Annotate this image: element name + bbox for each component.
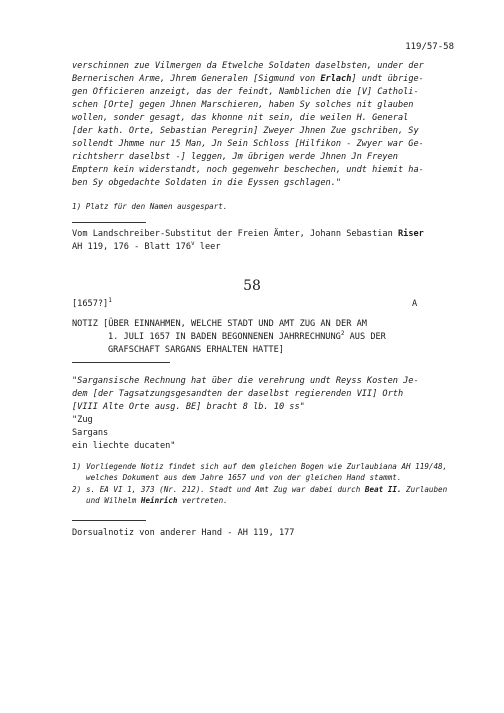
name-riser: Riser <box>397 229 424 239</box>
quote2-line: [VIII Alte Orte ausg. BE] bracht 8 lb. 10 ss" <box>72 402 305 412</box>
quote2-line: "Sargansische Rechnung hat über die verehrung undt Reyss Kosten Je- <box>72 376 419 386</box>
quote2-block <box>72 375 457 414</box>
source-block <box>72 228 457 254</box>
footnote-1: 1) Vorliegende Notiz findet sich auf dem gleichen Bogen wie Zurlaubiana AH 119/48, welches Dokument aus dem Jahre 1657 und von der gleichen Hand stammt. <box>72 462 448 482</box>
notiz-line: GRAFSCHAFT SARGANS ERHALTEN HATTE] <box>108 345 284 355</box>
quote-line: wollen, sonder gesagt, das khonne nit sein, die weilen H. General <box>72 113 409 123</box>
document-date: [1657?]$^1$ <box>72 297 112 309</box>
date-line <box>72 298 457 311</box>
quote-line: ben Sy obgedachte Soldaten in die Eyssen gschlagen." <box>72 178 342 188</box>
divider <box>72 222 146 223</box>
zug-line: "Zug <box>72 415 93 425</box>
zug-line: Sargans <box>72 428 109 438</box>
zug-block <box>72 414 457 453</box>
quote-line: richtsherr daselbst -] leggen, Jm übrigen werde Jhnen Jn Freyen <box>72 152 398 162</box>
quote-line: Emptern kein widerstandt, noch gegenwehr beschechen, undt hiemit ha- <box>72 165 424 175</box>
dorsual-note: Dorsualnotiz von anderer Hand - AH 119, 177 <box>72 528 295 538</box>
zug-line: ein liechte ducaten" <box>72 441 176 451</box>
quote-line: Bernerischen Arme, Jhrem Generalen [Sigmund von Erlach] undt übrige- <box>72 74 424 84</box>
notiz-line: NOTIZ [ÜBER EINNAHMEN, WELCHE STADT UND AMT ZUG AN DER AM <box>72 319 367 329</box>
document-letter: A <box>412 299 418 309</box>
divider <box>72 520 146 521</box>
quote-line: schen [Orte] gegen Jhnen Marschieren, haben Sy solches nit glauben <box>72 100 414 110</box>
source-line: AH 119, 176 - Blatt 176$^v$ leer <box>72 240 221 252</box>
footnote-2: 2) s. EA VI 1, 373 (Nr. 212). Stadt und Amt Zug war dabei durch Beat II. Zurlauben und Wilhelm Heinrich vertreten. <box>72 485 448 505</box>
notiz-line: 1. JULI 1657 IN BADEN BEGONNENEN JAHRRECHNUNG$^2$ AUS DER <box>108 330 386 342</box>
quote-block <box>72 60 457 190</box>
document-number: 58 <box>243 278 261 294</box>
quote-line: sollendt Jhmme nur 15 Man, Jn Sein Schloss [Hilfikon - Zwyer war Ge- <box>72 139 424 149</box>
quote-line: gen Officieren anzeigt, das der feindt, Namblichen die [V] Catholi- <box>72 87 419 97</box>
footnotes <box>72 462 457 508</box>
quote2-line: dem [der Tagsatzungsgesandten der daselbst regierenden VII] Orth <box>72 389 404 399</box>
notiz-heading <box>72 318 457 357</box>
name-erlach: Erlach <box>320 74 352 84</box>
quote-line: [der kath. Orte, Sebastian Peregrin] Zweyer Jhnen Zue gschriben, Sy <box>72 126 419 136</box>
footnote-top: 1) Platz für den Namen ausgespart. <box>72 202 228 211</box>
page-reference: 119/57-58 <box>405 42 454 52</box>
source-line: Vom Landschreiber-Substitut der Freien Ämter, Johann Sebastian Riser <box>72 229 424 239</box>
divider <box>72 362 170 363</box>
quote-line: verschinnen zue Vilmergen da Etwelche Soldaten daselbsten, under der <box>72 61 424 71</box>
